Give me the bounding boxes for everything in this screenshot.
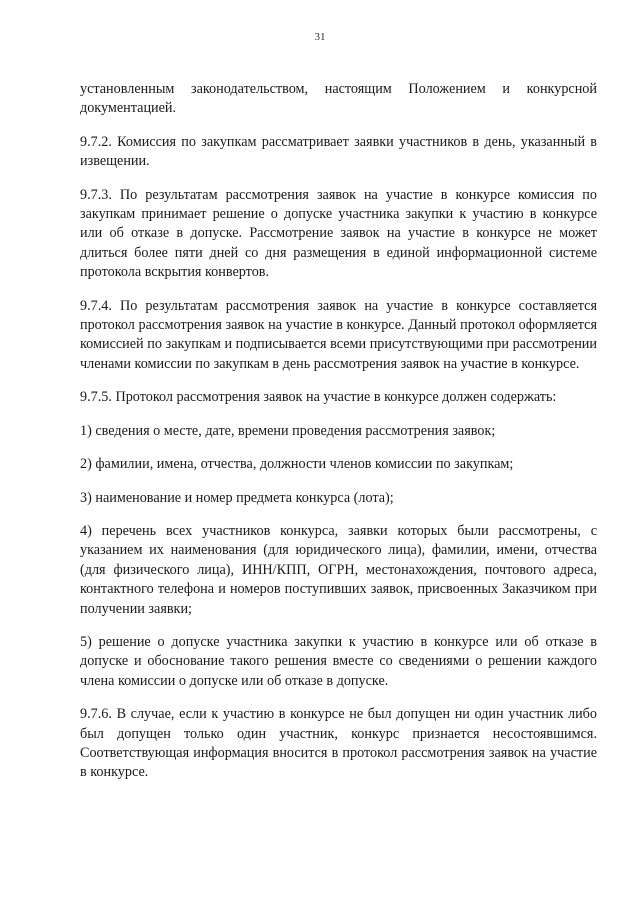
list-item-1: 1) сведения о месте, дате, времени проведения рассмотрения заявок; xyxy=(80,422,496,439)
paragraph-9-7-4: 9.7.4. По результатам рассмотрения заявок на участие в конкурсе составляется протокол рассмотрения заявок на участие в конкурсе. Данный протокол оформляется комиссией по закупкам и подписывается всеми присутствующими при рассмотрении членами комиссии по закупкам в день рассмотрения заявок на участие в конкурсе. xyxy=(80,297,597,372)
list-item-4: 4) перечень всех участников конкурса, заявки которых были рассмотрены, с указанием их наименования (для юридического лица), фамилии, имени, отчества (для физического лица), ИНН/КПП, ОГРН, местонахождения, почтового адреса, контактного телефона и номеров поступивших заявок, присвоенных Заказчиком при получении заявки; xyxy=(80,522,597,617)
list-item-2: 2) фамилии, имена, отчества, должности членов комиссии по закупкам; xyxy=(80,456,514,473)
paragraph-9-7-5: 9.7.5. Протокол рассмотрения заявок на участие в конкурсе должен содержать: xyxy=(80,389,557,406)
paragraph-9-7-6: 9.7.6. В случае, если к участию в конкурсе не был допущен ни один участник либо был допущен только один участник, конкурс признается несостоявшимся. Соответствующая информация вносится в протокол рассмотрения заявок на участие в конкурсе. xyxy=(80,706,597,781)
paragraph-9-7-2: 9.7.2. Комиссия по закупкам рассматривает заявки участников в день, указанный в извещении. xyxy=(80,133,597,170)
page-number: 31 xyxy=(314,31,326,43)
list-item-3: 3) наименование и номер предмета конкурса (лота); xyxy=(80,489,394,506)
paragraph-continuation: установленным законодательством, настоящим Положением и конкурсной документацией. xyxy=(80,81,597,117)
paragraph-9-7-3: 9.7.3. По результатам рассмотрения заявок на участие в конкурсе комиссия по закупкам принимает решение о допуске участника закупки к участию в конкурсе или об отказе в допуске. Рассмотрение заявок на участие в конкурсе не может длиться более пяти дней со дня размещения в единой информационной системе протокола вскрытия конвертов. xyxy=(80,186,597,281)
list-item-5: 5) решение о допуске участника закупки к участию в конкурсе или об отказе в допуске и обоснование такого решения вместе со сведениями о решении каждого члена комиссии о допуске или об отказе в допуске. xyxy=(80,633,597,689)
document-body xyxy=(80,80,597,797)
